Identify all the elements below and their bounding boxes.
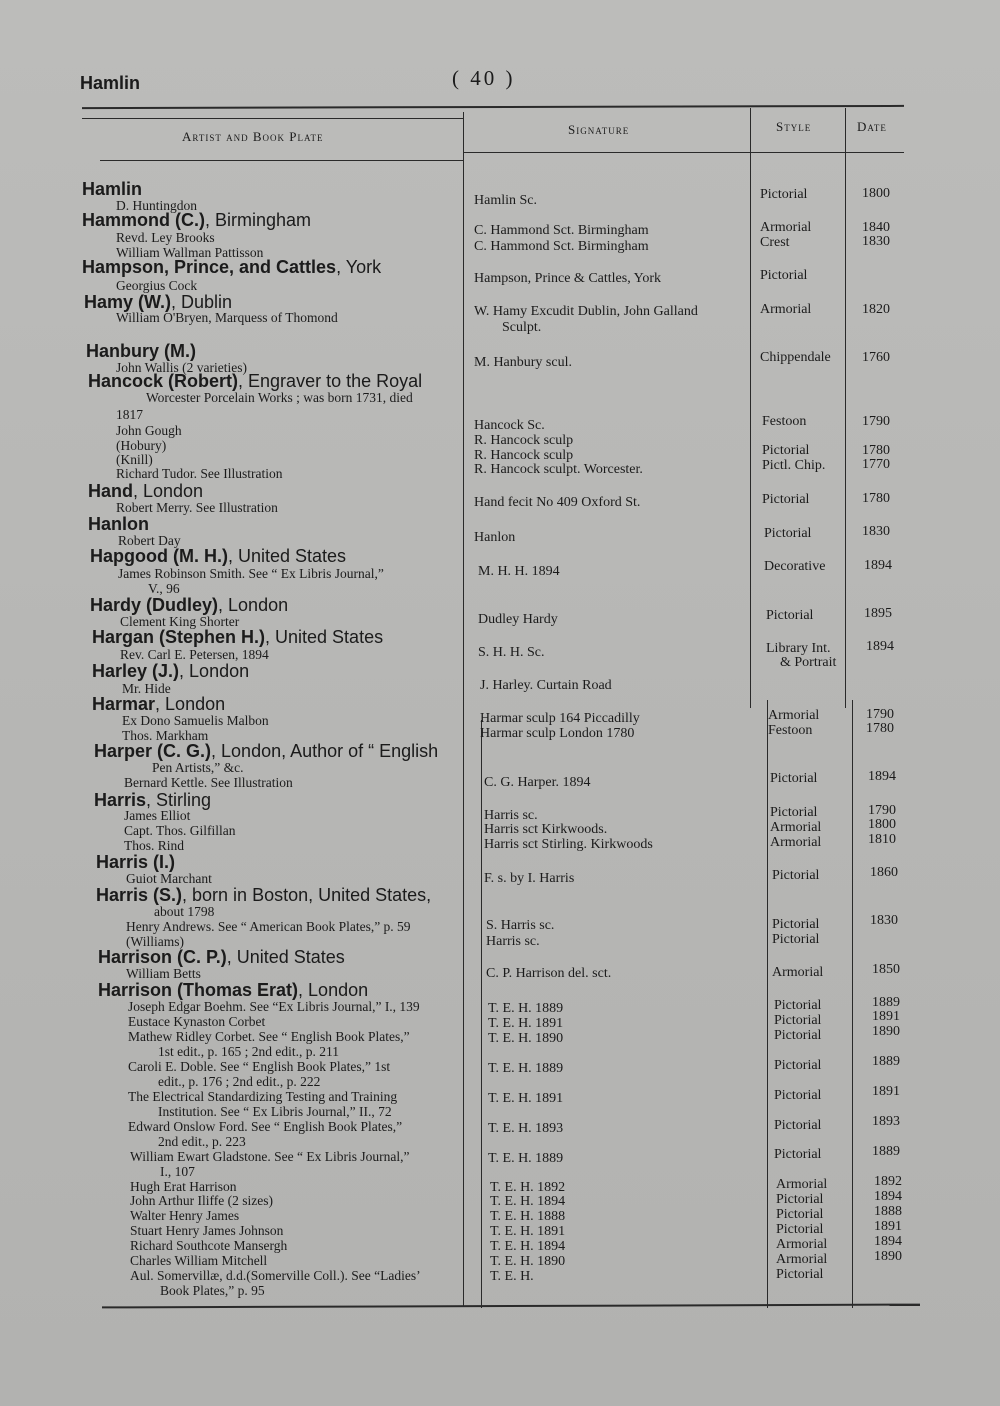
header-bottom-rule-left xyxy=(82,118,464,119)
style-cell: Pictorial xyxy=(760,187,808,202)
style-cell: Decorative xyxy=(764,559,826,574)
column-header-style: Style xyxy=(776,119,812,134)
column-header-artist: Artist and Book Plate xyxy=(182,129,324,144)
signature-cell: Hancock Sc. xyxy=(474,418,545,433)
plate-owner: Mathew Ridley Corbet. See “ English Book Plates,” xyxy=(128,1029,410,1044)
artist-place: , Stirling xyxy=(146,790,212,810)
artist-name: Harris (I.) xyxy=(96,852,176,872)
plate-owner: Eustace Kynaston Corbet xyxy=(128,1014,266,1029)
artist-place: , London xyxy=(179,661,250,681)
entry-heading xyxy=(82,210,311,230)
artist-name: Harmar xyxy=(92,694,156,714)
signature-cell: T. E. H. 1894 xyxy=(490,1239,566,1254)
artist-place: , Engraver to the Royal xyxy=(238,371,423,391)
plate-owner: (Knill) xyxy=(116,452,153,467)
entry-heading xyxy=(98,980,368,1000)
plate-owner: D. Huntingdon xyxy=(116,198,197,213)
entry-heading xyxy=(92,627,383,647)
artist-place: , London xyxy=(298,980,369,1000)
col-divider-2 xyxy=(750,108,751,708)
style-cell: Armorial xyxy=(776,1237,828,1252)
date-cell: 1830 xyxy=(862,524,890,539)
artist-place: , Dublin xyxy=(171,292,233,312)
signature-cell: R. Hancock sculpt. Worcester. xyxy=(474,462,643,477)
date-cell: 1892 xyxy=(874,1174,902,1189)
signature-cell: C. Hammond Sct. Birmingham xyxy=(474,239,649,254)
signature-cell: Harris sc. xyxy=(484,808,538,823)
col-divider-2b xyxy=(767,700,768,1308)
col-divider-3b xyxy=(852,700,853,1308)
date-cell: 1770 xyxy=(862,457,890,472)
artist-name: Hargan (Stephen H.) xyxy=(92,627,266,647)
signature-cell: C. P. Harrison del. sct. xyxy=(486,966,612,981)
style-cell: Pictl. Chip. xyxy=(762,458,826,473)
signature-cell: S. H. H. Sc. xyxy=(478,645,545,660)
signature-cell: T. E. H. 1891 xyxy=(488,1016,564,1031)
plate-owner: Joseph Edgar Boehm. See “Ex Libris Journal,” I., 139 xyxy=(128,999,420,1014)
signature-cell: T. E. H. 1892 xyxy=(490,1180,566,1195)
signature-cell: Harris sct Kirkwoods. xyxy=(484,822,608,837)
date-cell: 1790 xyxy=(866,707,894,722)
plate-owner: James Robinson Smith. See “ Ex Libris Journal,” xyxy=(118,566,384,581)
artist-name: Harris (S.) xyxy=(96,885,183,905)
artist-place: , born in Boston, United States, xyxy=(182,885,432,905)
artist-place: , London xyxy=(155,694,226,714)
plate-owner: Caroli E. Doble. See “ English Book Plates,” 1st xyxy=(128,1059,391,1074)
plate-owner: Institution. See “ Ex Libris Journal,” II., 72 xyxy=(158,1104,392,1119)
column-header-signature: Signature xyxy=(568,122,630,137)
date-cell: 1830 xyxy=(862,234,890,249)
style-cell: Pictorial xyxy=(772,917,820,932)
signature-cell: T. E. H. xyxy=(490,1269,534,1284)
date-cell: 1890 xyxy=(874,1249,902,1264)
style-cell: Pictorial xyxy=(762,492,810,507)
plate-owner: John Arthur Iliffe (2 sizes) xyxy=(130,1193,273,1208)
signature-cell: Harris sct Stirling. Kirkwoods xyxy=(484,837,653,852)
style-cell: Pictorial xyxy=(776,1267,824,1282)
date-cell: 1860 xyxy=(870,865,898,880)
signature-cell: Hanlon xyxy=(474,530,516,545)
signature-cell: T. E. H. 1889 xyxy=(488,1001,564,1016)
date-cell: 1830 xyxy=(870,913,898,928)
plate-owner: Thos. Markham xyxy=(122,728,209,743)
entry-heading xyxy=(96,852,175,872)
entry-heading xyxy=(82,179,142,199)
column-header-date: Date xyxy=(857,119,887,134)
artist-note: 1817 xyxy=(116,407,143,422)
plate-owner: Thos. Rind xyxy=(124,838,185,853)
style-cell: Pictorial xyxy=(772,932,820,947)
table-top-rule xyxy=(82,105,904,109)
artist-name: Hand xyxy=(88,481,133,501)
date-cell: 1800 xyxy=(862,186,890,201)
date-cell: 1820 xyxy=(862,302,890,317)
plate-owner: Edward Onslow Ford. See “ English Book Plates,” xyxy=(128,1119,403,1134)
signature-cell: F. s. by I. Harris xyxy=(484,871,575,886)
signature-cell: J. Harley. Curtain Road xyxy=(480,678,612,693)
plate-owner: V., 96 xyxy=(148,581,180,596)
signature-cell: C. Hammond Sct. Birmingham xyxy=(474,223,649,238)
plate-owner: (Williams) xyxy=(126,934,184,949)
style-cell: Pictorial xyxy=(760,268,808,283)
style-cell: Pictorial xyxy=(770,771,818,786)
signature-cell: R. Hancock sculp xyxy=(474,433,574,448)
artist-name: Hancock (Robert) xyxy=(88,371,239,391)
date-cell: 1894 xyxy=(866,639,894,654)
date-cell: 1889 xyxy=(872,995,900,1010)
date-cell: 1891 xyxy=(872,1009,900,1024)
style-cell: & Portrait xyxy=(780,655,837,670)
style-cell: Pictorial xyxy=(770,805,818,820)
entry-heading xyxy=(96,885,431,905)
signature-cell: T. E. H. 1891 xyxy=(490,1224,566,1239)
plate-owner: John Gough xyxy=(116,423,182,438)
date-cell: 1894 xyxy=(874,1189,902,1204)
style-cell: Pictorial xyxy=(772,868,820,883)
artist-name: Hardy (Dudley) xyxy=(90,595,219,615)
header-bottom-rule xyxy=(464,152,904,153)
date-cell: 1760 xyxy=(862,350,890,365)
entry-heading xyxy=(84,292,232,312)
signature-cell: T. E. H. 1889 xyxy=(488,1151,564,1166)
entry-heading xyxy=(82,257,381,277)
plate-owner: William Betts xyxy=(126,966,201,981)
plate-owner: Mr. Hide xyxy=(122,681,171,696)
date-cell: 1889 xyxy=(872,1144,900,1159)
style-cell: Pictorial xyxy=(774,1088,822,1103)
artist-name: Hanlon xyxy=(88,514,149,534)
plate-owner: Clement King Shorter xyxy=(120,614,240,629)
plate-owner: Guiot Marchant xyxy=(126,871,212,886)
entry-heading xyxy=(94,741,438,761)
date-cell: 1890 xyxy=(872,1024,900,1039)
entry-heading xyxy=(88,514,149,534)
date-cell: 1850 xyxy=(872,962,900,977)
date-cell: 1800 xyxy=(868,817,896,832)
artist-name: Harrison (Thomas Erat) xyxy=(98,980,299,1000)
artist-name: Hampson, Prince, and Cattles xyxy=(82,257,337,277)
style-cell: Pictorial xyxy=(774,1118,822,1133)
date-cell: 1780 xyxy=(866,721,894,736)
plate-owner: Stuart Henry James Johnson xyxy=(130,1223,284,1238)
style-cell: Pictorial xyxy=(776,1207,824,1222)
style-cell: Armorial xyxy=(760,302,812,317)
artist-name: Harris xyxy=(94,790,147,810)
signature-cell: M. Hanbury scul. xyxy=(474,355,572,370)
signature-cell: Dudley Hardy xyxy=(478,612,558,627)
date-cell: 1889 xyxy=(872,1054,900,1069)
col-divider-3 xyxy=(845,108,846,708)
col-divider-1b xyxy=(481,720,482,1308)
plate-owner: Georgius Cock xyxy=(116,278,198,293)
signature-cell: T. E. H. 1889 xyxy=(488,1061,564,1076)
plate-owner: Ex Dono Samuelis Malbon xyxy=(122,713,269,728)
artist-name: Hanbury (M.) xyxy=(86,341,196,361)
artist-place: , Birmingham xyxy=(205,210,312,230)
date-cell: 1891 xyxy=(874,1219,902,1234)
style-cell: Crest xyxy=(760,235,790,250)
plate-owner: Book Plates,” p. 95 xyxy=(160,1283,265,1298)
date-cell: 1891 xyxy=(872,1084,900,1099)
date-cell: 1780 xyxy=(862,491,890,506)
artist-place: , London xyxy=(218,595,289,615)
date-cell: 1893 xyxy=(872,1114,900,1129)
style-cell: Pictorial xyxy=(762,443,810,458)
page-number: ( 40 ) xyxy=(452,66,516,90)
style-cell: Pictorial xyxy=(774,1013,822,1028)
table-bottom-rule xyxy=(102,1304,920,1309)
date-cell: 1790 xyxy=(868,803,896,818)
signature-cell: Harris sc. xyxy=(486,934,540,949)
running-head: Hamlin xyxy=(80,73,141,93)
entry-heading xyxy=(88,481,203,501)
style-cell: Pictorial xyxy=(776,1222,824,1237)
style-cell: Pictorial xyxy=(774,1147,822,1162)
signature-cell: Harmar sculp 164 Piccadilly xyxy=(480,711,640,726)
artist-place: , London, Author of “ English xyxy=(211,741,439,761)
plate-owner: The Electrical Standardizing Testing and Training xyxy=(128,1089,398,1104)
plate-owner: Robert Merry. See Illustration xyxy=(116,500,278,515)
signature-cell: T. E. H. 1888 xyxy=(490,1209,566,1224)
signature-cell: T. E. H. 1893 xyxy=(488,1121,564,1136)
style-cell: Festoon xyxy=(768,723,813,738)
entry-heading xyxy=(98,947,345,967)
plate-owner: edit., p. 176 ; 2nd edit., p. 222 xyxy=(158,1074,321,1089)
style-cell: Armorial xyxy=(776,1177,828,1192)
date-cell: 1780 xyxy=(862,443,890,458)
style-cell: Pictorial xyxy=(776,1192,824,1207)
date-cell: 1894 xyxy=(868,769,896,784)
style-cell: Armorial xyxy=(772,965,824,980)
style-cell: Pictorial xyxy=(774,998,822,1013)
plate-owner: James Elliot xyxy=(124,808,191,823)
plate-owner: I., 107 xyxy=(160,1164,195,1179)
style-cell: Armorial xyxy=(770,835,822,850)
signature-cell: T. E. H. 1894 xyxy=(490,1194,566,1209)
signature-cell: S. Harris sc. xyxy=(486,918,555,933)
signature-cell: M. H. H. 1894 xyxy=(478,564,560,579)
entry-heading xyxy=(94,790,211,810)
plate-owner: Revd. Ley Brooks xyxy=(116,230,215,245)
plate-owner: William Ewart Gladstone. See “ Ex Libris Journal,” xyxy=(130,1149,410,1164)
date-cell: 1895 xyxy=(864,606,892,621)
plate-owner: William O'Bryen, Marquess of Thomond xyxy=(116,310,338,325)
signature-cell: T. E. H. 1890 xyxy=(490,1254,566,1269)
style-cell: Armorial xyxy=(776,1252,828,1267)
entry-heading xyxy=(90,595,288,615)
plate-owner: Richard Tudor. See Illustration xyxy=(116,466,283,481)
entry-heading xyxy=(88,371,422,391)
style-cell: Festoon xyxy=(762,414,807,429)
date-cell: 1840 xyxy=(862,220,890,235)
artist-place: , United States xyxy=(227,546,347,566)
style-cell: Library Int. xyxy=(766,641,831,656)
signature-cell: T. E. H. 1890 xyxy=(488,1031,564,1046)
plate-owner: Aul. Somervillæ, d.d.(Somerville Coll.). See “Ladies’ xyxy=(130,1268,421,1283)
style-cell: Armorial xyxy=(768,708,820,723)
plate-owner: William Wallman Pattisson xyxy=(116,245,264,260)
col-divider-1 xyxy=(463,112,464,1307)
plate-owner: Henry Andrews. See “ American Book Plates,” p. 59 xyxy=(126,919,411,934)
artist-name: Harley (J.) xyxy=(92,661,180,681)
date-cell: 1894 xyxy=(874,1234,902,1249)
plate-owner: 1st edit., p. 165 ; 2nd edit., p. 211 xyxy=(158,1044,339,1059)
signature-cell: Hamlin Sc. xyxy=(474,193,537,208)
artist-name: Hamy (W.) xyxy=(84,292,172,312)
style-cell: Pictorial xyxy=(764,526,812,541)
artist-place: , United States xyxy=(265,627,384,647)
style-cell: Pictorial xyxy=(766,608,814,623)
plate-owner: Bernard Kettle. See Illustration xyxy=(124,775,293,790)
style-cell: Pictorial xyxy=(774,1028,822,1043)
artist-name: Hamlin xyxy=(82,179,143,199)
plate-owner: 2nd edit., p. 223 xyxy=(158,1134,246,1149)
artist-name: Harper (C. G.) xyxy=(94,741,212,761)
signature-cell: T. E. H. 1891 xyxy=(488,1091,564,1106)
signature-cell: Hand fecit No 409 Oxford St. xyxy=(474,495,641,510)
artist-name: Harrison (C. P.) xyxy=(98,947,227,967)
header-bottom-rule-artist xyxy=(100,160,464,161)
artist-place: , London xyxy=(133,481,204,501)
artist-note: Worcester Porcelain Works ; was born 1731, died xyxy=(146,390,413,405)
plate-owner: (Hobury) xyxy=(116,438,167,453)
entry-heading xyxy=(92,694,225,714)
plate-owner: Charles William Mitchell xyxy=(130,1253,268,1268)
signature-cell: R. Hancock sculp xyxy=(474,448,574,463)
plate-owner: Richard Southcote Mansergh xyxy=(130,1238,288,1253)
signature-cell: Sculpt. xyxy=(502,320,542,335)
signature-cell: Harmar sculp London 1780 xyxy=(480,726,635,741)
style-cell: Chippendale xyxy=(760,350,831,365)
style-cell: Pictorial xyxy=(774,1058,822,1073)
entry-heading xyxy=(90,546,346,566)
artist-name: Hapgood (M. H.) xyxy=(90,546,228,566)
artist-place: , York xyxy=(336,257,382,277)
date-cell: 1888 xyxy=(874,1204,902,1219)
signature-cell: C. G. Harper. 1894 xyxy=(484,775,591,790)
plate-owner: Hugh Erat Harrison xyxy=(130,1179,237,1194)
artist-note: about 1798 xyxy=(154,904,215,919)
date-cell: 1790 xyxy=(862,414,890,429)
plate-owner: Walter Henry James xyxy=(130,1208,240,1223)
style-cell: Armorial xyxy=(760,220,812,235)
artist-note: Pen Artists,” &c. xyxy=(152,760,244,775)
plate-owner: Robert Day xyxy=(118,533,181,548)
artist-place: , United States xyxy=(226,947,345,967)
artist-name: Hammond (C.) xyxy=(82,210,205,230)
style-cell: Armorial xyxy=(770,820,822,835)
entry-heading xyxy=(92,661,249,681)
date-cell: 1810 xyxy=(868,832,896,847)
date-cell: 1894 xyxy=(864,558,892,573)
plate-owner: Rev. Carl E. Petersen, 1894 xyxy=(120,647,269,662)
signature-cell: W. Hamy Excudit Dublin, John Galland xyxy=(474,304,698,319)
plate-owner: Capt. Thos. Gilfillan xyxy=(124,823,236,838)
signature-cell: Hampson, Prince & Cattles, York xyxy=(474,271,662,286)
plate-owner: John Wallis (2 varieties) xyxy=(116,360,248,375)
entry-heading xyxy=(86,341,196,361)
